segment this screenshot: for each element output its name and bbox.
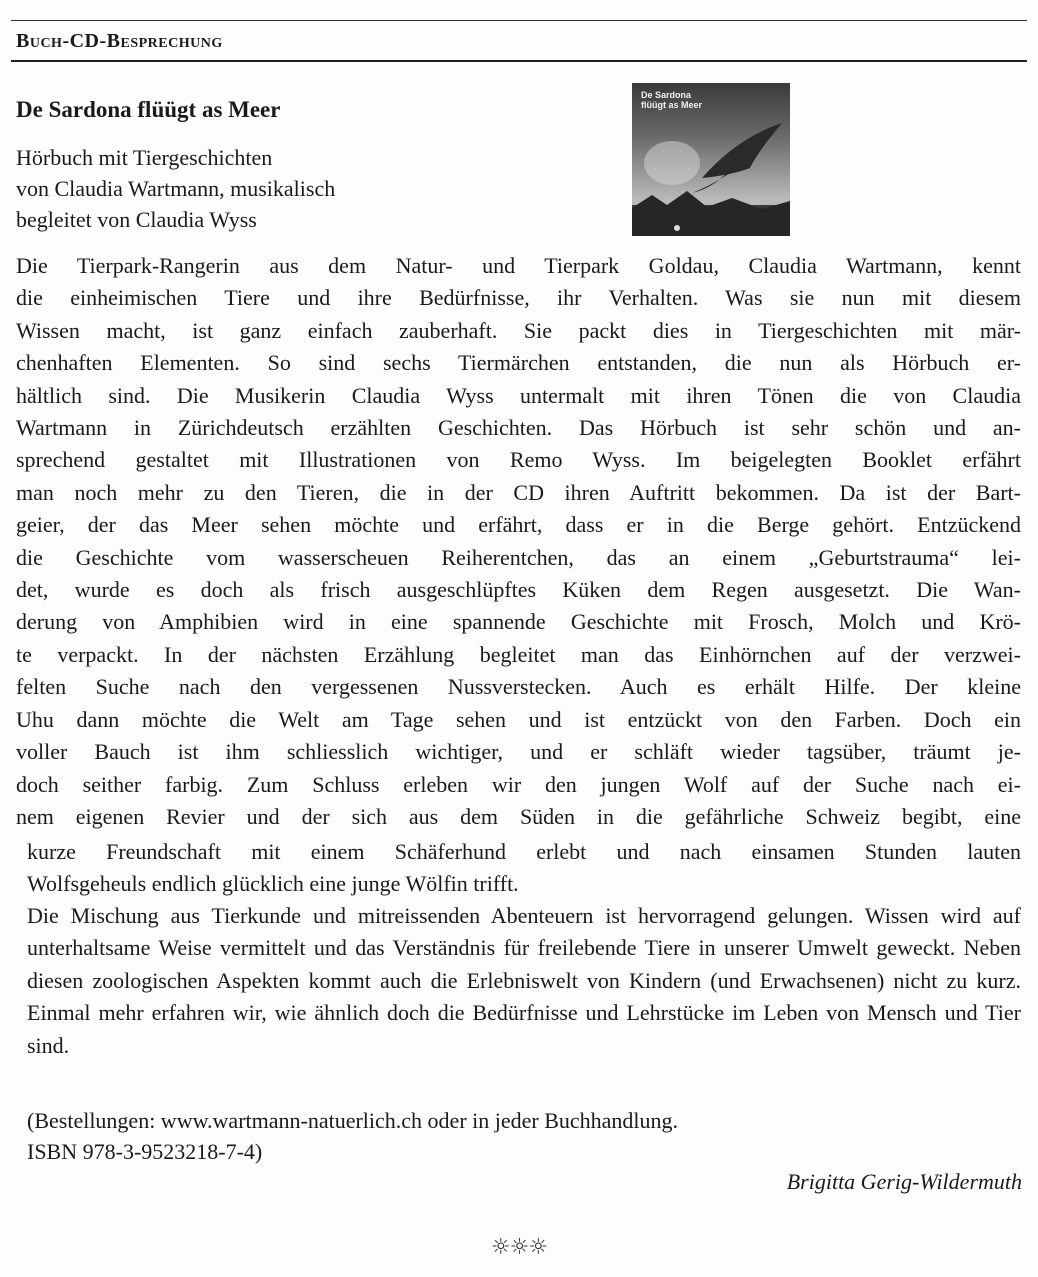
text-line: felten Suche nach den vergessenen Nussverstecken. Auch es erhält Hilfe. Der kleine [16,674,1021,700]
end-ornament: ☼☼☼ [490,1235,548,1260]
review-subtitle [16,142,576,235]
cd-cover-image [632,83,790,236]
subtitle-line: von Claudia Wartmann, musikalisch [16,176,336,201]
text-line: sprechend gestaltet mit Illustrationen von Remo Wyss. Im beigelegten Booklet erfährt [16,447,1021,473]
text-line: nem eigenen Revier und der sich aus dem Süden in die gefährliche Schweiz begibt, eine [16,803,1021,829]
text-line: Wolfsgeheuls endlich glücklich eine junge Wölfin trifft. [27,871,519,897]
subtitle-line: Hörbuch mit Tiergeschichten [16,145,273,170]
text-line: geier, der das Meer sehen möchte und erfährt, dass er in die Berge gehört. Entzückend [16,512,1021,538]
text-line: Uhu dann möchte die Welt am Tage sehen und ist entzückt von den Farben. Doch ein [16,706,1021,732]
subtitle-line: begleitet von Claudia Wyss [16,207,257,232]
text-line: chenhaften Elementen. So sind sechs Tiermärchen entstanden, die nun als Hörbuch er- [16,350,1021,376]
text-line: Wartmann in Zürichdeutsch erzählten Geschichten. Das Hörbuch ist sehr schön und an- [16,415,1021,441]
cover-title-line: flüügt as Meer [641,100,703,110]
isbn-line: ISBN 978-3-9523218-7-4) [27,1139,263,1164]
text-line: voller Bauch ist ihm schliesslich wichtiger, und er schläft wieder tagsüber, träumt je- [16,739,1021,765]
order-info-line: (Bestellungen: www.wartmann-natuerlich.ch oder in jeder Buchhandlung. [27,1108,679,1133]
text-line: te verpackt. In der nächsten Erzählung begleitet man das Einhörnchen auf der verzwei- [16,641,1021,667]
text-line: die einheimischen Tiere und ihre Bedürfnisse, ihr Verhalten. Was sie nun mit diesem [16,285,1021,311]
text-line: Wissen macht, ist ganz einfach zauberhaft. Sie packt dies in Tiergeschichten mit mär- [16,317,1021,343]
text-line: man noch mehr zu den Tieren, die in der CD ihren Auftritt bekommen. Da ist der Bart- [16,479,1021,505]
review-paragraph-2 [27,836,1021,901]
text-line: derung von Amphibien wird in eine spannende Geschichte mit Frosch, Molch und Krö- [16,609,1021,635]
top-rule [11,20,1027,21]
text-line: doch seither farbig. Zum Schluss erleben wir den jungen Wolf auf der Suche nach ei- [16,771,1021,797]
text-line: det, wurde es doch als frisch ausgeschlüpftes Küken dem Regen ausgesetzt. Die Wan- [16,577,1021,603]
review-paragraph-1 [16,250,1021,833]
text-line: die Geschichte vom wasserscheuen Reiherentchen, das an einem „Geburtstrauma“ lei- [16,544,1021,570]
text-line: kurze Freundschaft mit einem Schäferhund erlebt und nach einsamen Stunden lauten [27,839,1021,864]
cover-title [641,90,761,110]
text-line: Die Tierpark-Rangerin aus dem Natur- und Tierpark Goldau, Claudia Wartmann, kennt [16,253,1021,278]
text-line: hältlich sind. Die Musikerin Claudia Wyss untermalt mit ihren Tönen die von Claudia [16,382,1021,408]
cover-title-line: De Sardona [641,90,692,100]
order-info [27,1105,1021,1167]
review-paragraph-3: Die Mischung aus Tierkunde und mitreissenden Abenteuern ist hervorragend gelungen. Wissen wird auf unterhaltsame Weise vermittelt und das Verständnis für freilebende Tiere in unserer Umwelt geweckt. Neben diesen zoologischen Aspekten kommt auch die Erlebniswelt von Kindern (und Erwachsenen) nicht zu kurz. Einmal mehr erfahren wir, wie ähnlich doch die Bedürfnisse und Lehrstücke im Leben von Mensch und Tier sind. [27,903,1021,1058]
section-heading: Buch-CD-Besprechung [16,30,223,52]
review-title: De Sardona flüügt as Meer [16,97,281,122]
heading-rule [11,60,1027,62]
review-author: Brigitta Gerig-Wildermuth [786,1169,1022,1194]
